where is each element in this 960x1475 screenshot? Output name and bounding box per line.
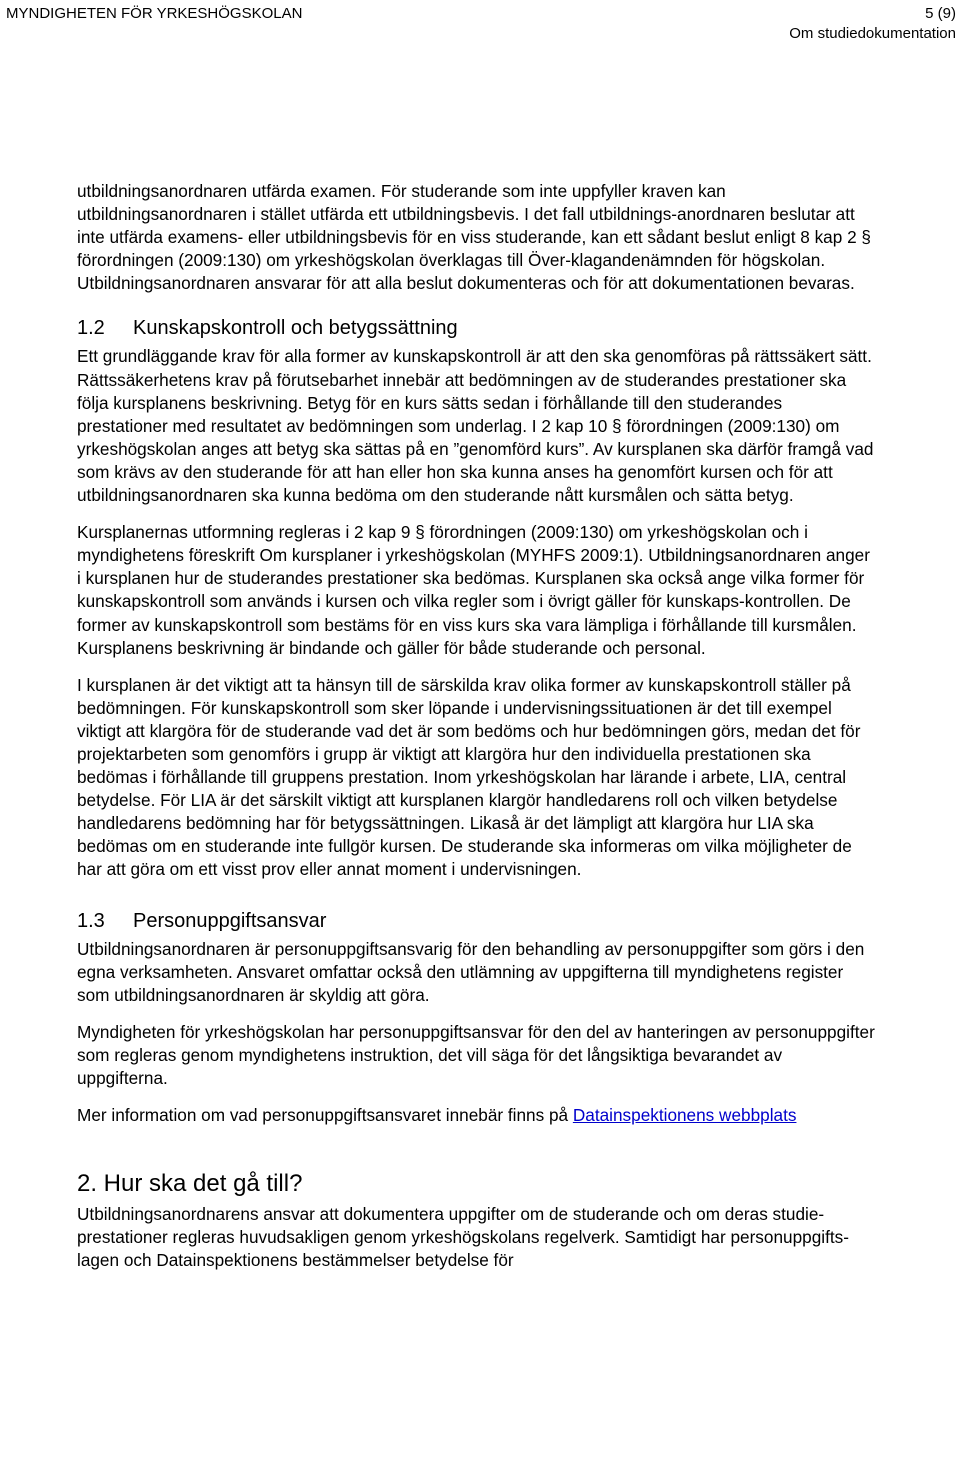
paragraph: Kursplanernas utformning regleras i 2 kap 9 § förordningen (2009:130) om yrkeshögskolan och i myndighetens föreskrift Om kursplaner i yrkeshögskolan (MYHFS 2009:1). Utbildningsanordnaren anger i kursplanen hur de studerandes prestationer ska bedömas. Kursplanen ska också ange vilka former för kunskapskontroll som används i kursen och vilka regler som i övrigt gäller för kunskaps-kontrollen. De former av kunskapskontroll som bestäms för en viss kurs ska vara lämpliga i förhållande till kursmålen. Kursplanens beskrivning är bindande och gäller för både studerande och personal.	[77, 522, 870, 658]
page-number: 5 (9)	[925, 5, 956, 22]
section-number: 1.2	[77, 317, 105, 340]
paragraph: Myndigheten för yrkeshögskolan har personuppgiftsansvar för den del av hanteringen av personuppgifter som regleras genom myndighetens instruktion, det vill säga för det långsiktiga bevarandet av uppgifterna.	[77, 1021, 875, 1088]
paragraph: Utbildningsanordnarens ansvar att dokumentera uppgifter om de studerande och om deras studie-prestationer regleras huvudsakligen genom yrkeshögskolans regelverk. Samtidigt har personuppgifts-lagen och Datainspektionens bestämmelser betydelse för	[77, 1204, 849, 1271]
paragraph: I kursplanen är det viktigt att ta hänsyn till de särskilda krav olika former av kunskapskontroll ställer på bedömningen. För kunskapskontroll som sker löpande i undervisningssituationen är det till exempel viktigt att klargöra för de studerande vad det är som bedöms och hur bedömningen görs, medan det för projektarbeten som genomförs i grupp är viktigt att klargöra hur den individuella prestationen ska bedömas i förhållande till gruppens prestation. Inom yrkeshögskolan har lärande i arbete, LIA, central betydelse. För LIA är det särskilt viktigt att kursplanen klargör handledarens roll och vilken betydelse handledarens bedömning har för betygssättningen. Likaså är det lämpligt att klargöra hur LIA ska bedömas om en studerande inte fullgör kursen. De studerande ska informeras om vilka möjligheter de har att göra om ett visst prov eller annat moment i undervisningen.	[77, 674, 861, 880]
page-header	[0, 4, 960, 44]
paragraph	[77, 1104, 877, 1127]
section-title: Personuppgiftsansvar	[133, 909, 327, 932]
datainspektionen-link[interactable]: Datainspektionens webbplats	[572, 1105, 797, 1126]
section-number: 1.3	[77, 909, 105, 932]
paragraph-text: Mer information om vad personuppgiftsansvaret innebär finns på	[77, 1105, 573, 1126]
document-body	[77, 180, 877, 1286]
paragraph: Utbildningsanordnaren är personuppgiftsansvarig för den behandling av personuppgifter som görs i den egna verksamheten. Ansvaret omfattar också den utlämning av uppgifterna till myndighetens register som utbildningsanordnaren är skyldig att göra.	[77, 938, 865, 1005]
agency-name: MYNDIGHETEN FÖR YRKESHÖGSKOLAN	[6, 5, 303, 22]
chapter-heading-2: 2. Hur ska det gå till?	[77, 1170, 303, 1198]
paragraph: Ett grundläggande krav för alla former av kunskapskontroll är att den ska genomföras på rättssäkert sätt. Rättssäkerhetens krav på förutsebarhet innebär att bedömningen av de studerandes prestationer ska följa kursplanens beskrivning. Betyg för en kurs sätts sedan i förhållande till den studerandes prestationer med resultatet av bedömningen som underlag. I 2 kap 10 § förordningen (2009:130) om yrkeshögskolan anges att betyg ska sättas på en ”genomförd kurs”. Av kursplanen ska därför framgå vad som krävs av den studerande för att han eller hon ska kunna anses ha genomfört kursen och för att utbildningsanordnaren ska kunna bedöma om den studerande nått kursmålen och sätta betyg.	[77, 346, 874, 506]
document-title: Om studiedokumentation	[789, 25, 956, 42]
section-heading-1-2	[77, 315, 877, 341]
intro-paragraph: utbildningsanordnaren utfärda examen. För studerande som inte uppfyller kraven kan utbildningsanordnaren i stället utfärda ett utbildningsbevis. I det fall utbildnings-anordnaren beslutar att inte utfärda examens- eller utbildningsbevis för en viss studerande, kan ett sådant beslut enligt 8 kap 2 § förordningen (2009:130) om yrkeshögskolan överklagas till Över-klagandenämnden för högskolan. Utbildningsanordnaren ansvarar för att alla beslut dokumenteras och för att dokumentationen bevaras.	[77, 181, 871, 294]
section-title: Kunskapskontroll och betygssättning	[133, 317, 458, 340]
header-right	[789, 4, 956, 44]
section-heading-1-3	[77, 908, 877, 934]
